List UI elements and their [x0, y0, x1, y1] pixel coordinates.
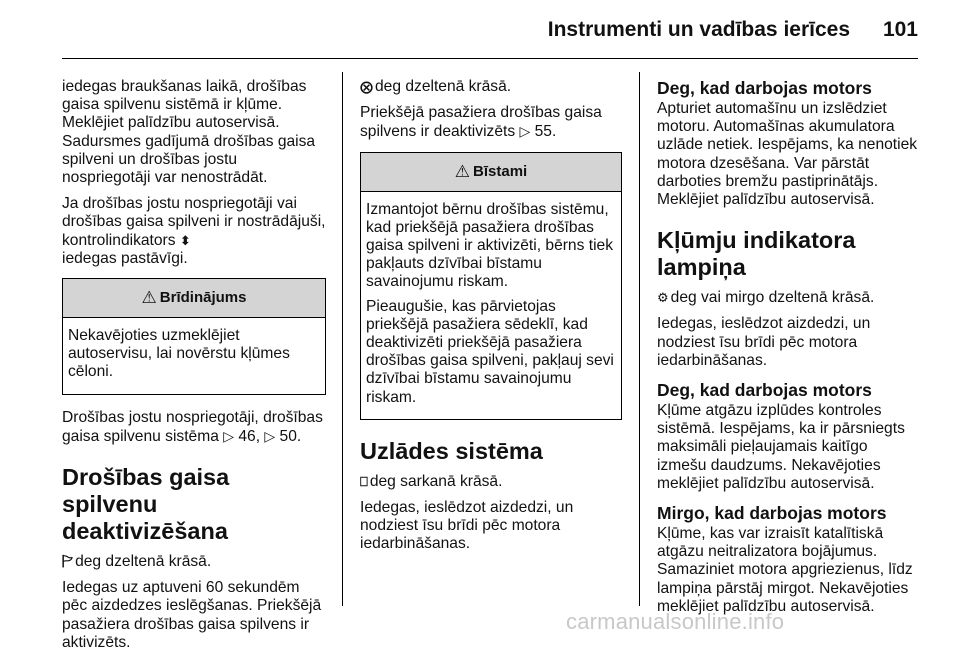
- section-heading-malfunction-indicator: Kļūmju indikatora lampiņa: [657, 227, 856, 281]
- paragraph: Iedegas, ieslēdzot aizdedzi, un nodziest īsu brīdi pēc motora iedarbināšanas.: [360, 499, 574, 553]
- page-ref-link[interactable]: 55.: [534, 123, 557, 141]
- warning-triangle-icon: ⚠: [454, 161, 471, 181]
- paragraph: Apturiet automašīnu un izslēdziet motoru. Automašīnas akumulatora uzlāde netiek. Iespējams, ka nenotiek motora dzesēšana. Var pārstāt darboties bremžu pastiprinātājs. Meklējiet palīdzību autoservisā.: [657, 100, 918, 209]
- watermark: carmanualsonline.info: [566, 609, 785, 634]
- paragraph: ⨂ deg dzeltenā krāsā.: [360, 78, 512, 95]
- danger-box: [360, 152, 622, 420]
- battery-icon: ⎕: [360, 473, 368, 489]
- page-ref-arrow-icon: ▷: [519, 123, 531, 140]
- paragraph: iedegas braukšanas laikā, drošības gaisa spilvenu sistēmā ir kļūme. Meklējiet palīdzību autoservisā. Sadursmes gadījumā drošības gaisa spilveni un drošības jostu nospriegotāji var nenostrādāt.: [62, 78, 316, 187]
- danger-box-header: ⚠ Bīstami: [361, 153, 621, 192]
- danger-text: Izmantojot bērnu drošības sistēmu, kad priekšējā pasažiera drošības gaisa spilveni ir aktivizēti, bērns tiek pakļauts dzīvībai bīstamu savainojumu riskam.: [366, 200, 614, 291]
- paragraph: 🏱 deg dzeltenā krāsā.: [62, 553, 212, 571]
- paragraph: ⎕ deg sarkanā krāsā.: [360, 472, 503, 490]
- column-divider-2: [639, 72, 640, 606]
- column-3: [657, 78, 921, 624]
- airbag-off-icon: ⨂: [360, 79, 373, 94]
- subheading: Mirgo, kad darbojas motors: [657, 503, 887, 524]
- paragraph: Iedegas uz aptuveni 60 sekundēm pēc aizdedzes ieslēgšanas. Priekšējā pasažiera drošības gaisa spilvens ir aktivizēts.: [62, 579, 322, 651]
- page-ref-arrow-icon: ▷: [223, 427, 235, 444]
- danger-text: Pieaugušie, kas pārvietojas priekšējā pasažiera sēdeklī, kad deaktivizēti priekšējā pasažiera drošības gaisa spilveni, pakļauj sevi dzīvībai bīstamu savainojumu riskam.: [366, 297, 614, 406]
- engine-icon: ⚙: [657, 290, 669, 306]
- column-2: [360, 78, 622, 562]
- paragraph: Ja drošības jostu nospriegotāji vai drošības gaisa spilveni ir nostrādājuši, kontrolindikators ⬍ iedegas pastāvīgi.: [62, 195, 326, 267]
- warning-triangle-icon: ⚠: [141, 288, 157, 308]
- column-divider-1: [342, 72, 343, 606]
- page-ref-link[interactable]: 50.: [279, 427, 302, 445]
- page-ref-link[interactable]: 46,: [238, 427, 261, 445]
- notice-text: Nekavējoties uzmeklējiet autoservisu, lai novērstu kļūmes cēloni.: [68, 327, 290, 381]
- paragraph: Kļūme, kas var izraisīt katalītiskā atgāzu neitralizatora bojājumus. Samaziniet motora apgriezienus, līdz lampiņa pārstāj mirgot. Nekavējoties meklējiet palīdzību autoservisā.: [657, 525, 913, 615]
- subheading: Deg, kad darbojas motors: [657, 380, 872, 401]
- paragraph: Kļūme atgāzu izplūdes kontroles sistēmā. Iespējams, ka ir pārsniegts maksimāli pieļaujamais kaitīgo izmešu daudzums. Nekavējoties meklējiet palīdzību autoservisā.: [657, 402, 905, 492]
- paragraph: Iedegas, ieslēdzot aizdedzi, un nodziest īsu brīdi pēc motora iedarbināšanas.: [657, 315, 871, 369]
- seatbelt-airbag-icon: ⬍: [179, 232, 191, 248]
- column-1: [62, 78, 326, 660]
- section-heading-airbag-deactivation: Drošības gaisa spilvenu deaktivizēšana: [62, 464, 230, 545]
- notice-box: [62, 278, 326, 395]
- page-header: [0, 0, 960, 62]
- paragraph: ⚙ deg vai mirgo dzeltenā krāsā.: [657, 289, 875, 307]
- page-number: 101: [882, 18, 918, 41]
- airbag-on-icon: 🏱: [62, 554, 74, 570]
- paragraph: Priekšējā pasažiera drošības gaisa spilvens ir deaktivizēts ▷ 55.: [360, 104, 602, 141]
- subheading: Deg, kad darbojas motors: [657, 78, 872, 98]
- header-rule: [62, 58, 918, 59]
- header-title: Instrumenti un vadības ierīces: [547, 18, 850, 41]
- notice-box-header: ⚠ Brīdinājums: [63, 279, 325, 318]
- paragraph: Drošības jostu nospriegotāji, drošības gaisa spilvenu sistēma ▷ 46, ▷ 50.: [62, 408, 323, 445]
- section-heading-charging-system: Uzlādes sistēma: [360, 437, 543, 464]
- page-ref-arrow-icon: ▷: [264, 427, 276, 444]
